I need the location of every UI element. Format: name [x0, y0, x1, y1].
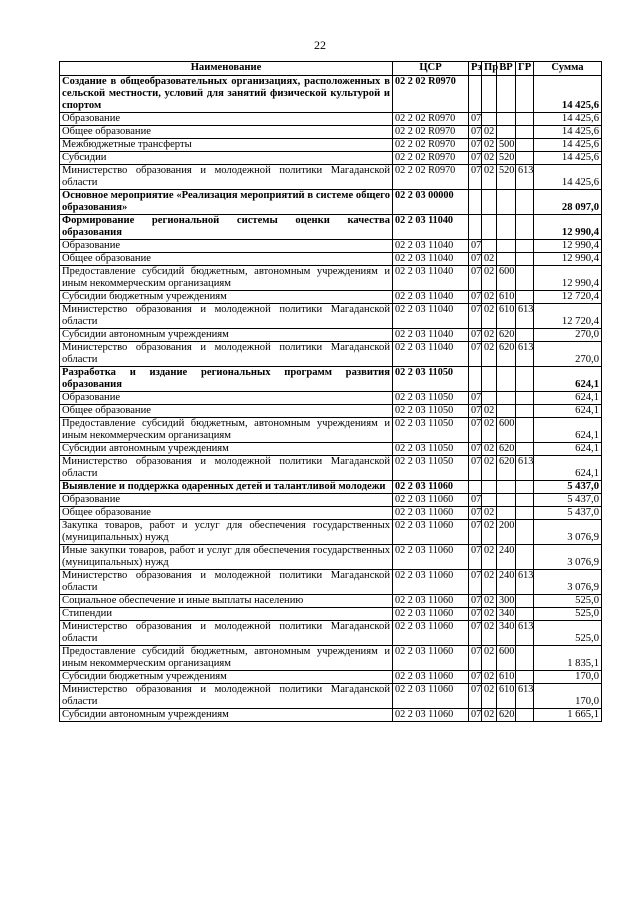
cell-sum: 12 720,4	[534, 304, 602, 329]
cell-pr: 02	[482, 405, 497, 418]
cell-rz: 07	[469, 291, 482, 304]
cell-pr: 02	[482, 152, 497, 165]
table-row	[60, 139, 602, 152]
cell-csr: 02 2 03 11060	[393, 709, 469, 722]
cell-vr: 520	[497, 152, 516, 165]
cell-vr: 610	[497, 304, 516, 329]
cell-pr	[482, 113, 497, 126]
cell-sum: 624,1	[534, 418, 602, 443]
cell-vr	[497, 367, 516, 392]
cell-sum: 525,0	[534, 608, 602, 621]
cell-pr: 02	[482, 342, 497, 367]
cell-vr	[497, 507, 516, 520]
cell-name: Министерство образования и молодежной политики Магаданской области	[60, 456, 393, 481]
cell-csr: 02 2 03 11040	[393, 215, 469, 240]
table-row	[60, 165, 602, 190]
cell-sum: 270,0	[534, 329, 602, 342]
cell-name: Выявление и поддержка одаренных детей и талантливой молодежи	[60, 481, 393, 494]
cell-name: Министерство образования и молодежной политики Магаданской области	[60, 621, 393, 646]
table-body	[60, 76, 602, 722]
table-row	[60, 671, 602, 684]
cell-pr: 02	[482, 684, 497, 709]
cell-sum: 3 076,9	[534, 520, 602, 545]
cell-rz: 07	[469, 545, 482, 570]
cell-sum: 3 076,9	[534, 545, 602, 570]
cell-csr: 02 2 03 11060	[393, 520, 469, 545]
table-row	[60, 253, 602, 266]
cell-sum: 624,1	[534, 367, 602, 392]
cell-name: Предоставление субсидий бюджетным, автономным учреждениям и иным некоммерческим организациям	[60, 646, 393, 671]
cell-csr: 02 2 02 R0970	[393, 113, 469, 126]
cell-rz: 07	[469, 671, 482, 684]
cell-gr: 613	[516, 570, 534, 595]
cell-sum: 28 097,0	[534, 190, 602, 215]
cell-vr: 600	[497, 266, 516, 291]
cell-pr: 02	[482, 671, 497, 684]
cell-gr	[516, 481, 534, 494]
cell-pr: 02	[482, 165, 497, 190]
cell-name: Субсидии автономным учреждениям	[60, 329, 393, 342]
cell-pr	[482, 481, 497, 494]
cell-rz: 07	[469, 595, 482, 608]
cell-name: Предоставление субсидий бюджетным, автономным учреждениям и иным некоммерческим организациям	[60, 266, 393, 291]
cell-gr	[516, 126, 534, 139]
cell-pr: 02	[482, 570, 497, 595]
cell-gr: 613	[516, 165, 534, 190]
cell-vr: 610	[497, 291, 516, 304]
table-row	[60, 418, 602, 443]
header-gr: ГР	[516, 62, 534, 76]
cell-name: Образование	[60, 240, 393, 253]
cell-csr: 02 2 03 11060	[393, 621, 469, 646]
cell-gr	[516, 595, 534, 608]
cell-csr: 02 2 03 00000	[393, 190, 469, 215]
table-row	[60, 392, 602, 405]
cell-sum: 1 835,1	[534, 646, 602, 671]
cell-gr: 613	[516, 304, 534, 329]
cell-csr: 02 2 03 11060	[393, 646, 469, 671]
table-row	[60, 545, 602, 570]
cell-vr: 620	[497, 443, 516, 456]
cell-gr	[516, 113, 534, 126]
cell-vr	[497, 253, 516, 266]
table-row	[60, 507, 602, 520]
cell-vr: 600	[497, 418, 516, 443]
cell-pr	[482, 494, 497, 507]
cell-gr	[516, 253, 534, 266]
cell-gr	[516, 329, 534, 342]
cell-rz: 07	[469, 113, 482, 126]
cell-csr: 02 2 03 11060	[393, 608, 469, 621]
cell-rz: 07	[469, 684, 482, 709]
table-row	[60, 342, 602, 367]
cell-sum: 14 425,6	[534, 165, 602, 190]
cell-vr: 600	[497, 646, 516, 671]
page-number: 22	[314, 38, 326, 52]
cell-sum: 12 990,4	[534, 240, 602, 253]
cell-sum: 14 425,6	[534, 76, 602, 113]
cell-name: Субсидии	[60, 152, 393, 165]
table-row	[60, 240, 602, 253]
cell-csr: 02 2 03 11050	[393, 392, 469, 405]
cell-gr	[516, 443, 534, 456]
cell-name: Министерство образования и молодежной политики Магаданской области	[60, 570, 393, 595]
cell-rz: 07	[469, 342, 482, 367]
cell-vr	[497, 405, 516, 418]
cell-rz: 07	[469, 494, 482, 507]
cell-csr: 02 2 02 R0970	[393, 126, 469, 139]
cell-pr	[482, 190, 497, 215]
table-row	[60, 684, 602, 709]
cell-rz: 07	[469, 418, 482, 443]
table-row	[60, 291, 602, 304]
cell-pr: 02	[482, 266, 497, 291]
cell-gr	[516, 190, 534, 215]
cell-csr: 02 2 03 11040	[393, 304, 469, 329]
table-row	[60, 266, 602, 291]
cell-csr: 02 2 03 11040	[393, 342, 469, 367]
cell-pr: 02	[482, 291, 497, 304]
cell-pr	[482, 367, 497, 392]
cell-sum: 525,0	[534, 595, 602, 608]
cell-pr: 02	[482, 608, 497, 621]
cell-csr: 02 2 03 11040	[393, 291, 469, 304]
cell-gr	[516, 545, 534, 570]
cell-name: Формирование региональной системы оценки качества образования	[60, 215, 393, 240]
cell-vr: 340	[497, 608, 516, 621]
cell-gr	[516, 608, 534, 621]
cell-sum: 170,0	[534, 684, 602, 709]
cell-gr	[516, 405, 534, 418]
table-row	[60, 646, 602, 671]
cell-vr	[497, 481, 516, 494]
cell-gr: 613	[516, 684, 534, 709]
cell-vr: 620	[497, 329, 516, 342]
cell-pr	[482, 392, 497, 405]
cell-name: Предоставление субсидий бюджетным, автономным учреждениям и иным некоммерческим организациям	[60, 418, 393, 443]
cell-gr	[516, 215, 534, 240]
cell-rz	[469, 190, 482, 215]
cell-sum: 1 665,1	[534, 709, 602, 722]
cell-pr: 02	[482, 418, 497, 443]
table-row	[60, 405, 602, 418]
cell-pr: 02	[482, 253, 497, 266]
cell-gr	[516, 494, 534, 507]
cell-pr: 02	[482, 621, 497, 646]
cell-vr: 300	[497, 595, 516, 608]
cell-sum: 12 720,4	[534, 291, 602, 304]
cell-name: Основное мероприятие «Реализация мероприятий в системе общего образования»	[60, 190, 393, 215]
cell-rz: 07	[469, 456, 482, 481]
cell-csr: 02 2 03 11050	[393, 405, 469, 418]
table-row	[60, 126, 602, 139]
cell-name: Стипендии	[60, 608, 393, 621]
table-row	[60, 456, 602, 481]
cell-csr: 02 2 03 11060	[393, 481, 469, 494]
cell-name: Иные закупки товаров, работ и услуг для обеспечения государственных (муниципальных) нужд	[60, 545, 393, 570]
table-row	[60, 570, 602, 595]
header-sum: Сумма	[534, 62, 602, 76]
cell-pr: 02	[482, 443, 497, 456]
cell-sum: 12 990,4	[534, 215, 602, 240]
cell-csr: 02 2 03 11060	[393, 570, 469, 595]
cell-pr: 02	[482, 304, 497, 329]
header-vr: ВР	[497, 62, 516, 76]
cell-csr: 02 2 03 11060	[393, 684, 469, 709]
cell-rz: 07	[469, 266, 482, 291]
cell-sum: 14 425,6	[534, 126, 602, 139]
cell-gr	[516, 139, 534, 152]
cell-csr: 02 2 03 11060	[393, 494, 469, 507]
cell-rz: 07	[469, 139, 482, 152]
cell-csr: 02 2 03 11050	[393, 456, 469, 481]
cell-vr: 500	[497, 139, 516, 152]
cell-name: Субсидии автономным учреждениям	[60, 443, 393, 456]
table-header-row	[60, 62, 602, 76]
cell-gr: 613	[516, 456, 534, 481]
cell-vr	[497, 113, 516, 126]
cell-vr	[497, 190, 516, 215]
table-row	[60, 608, 602, 621]
cell-gr	[516, 291, 534, 304]
cell-csr: 02 2 02 R0970	[393, 152, 469, 165]
cell-rz: 07	[469, 405, 482, 418]
cell-name: Министерство образования и молодежной политики Магаданской области	[60, 684, 393, 709]
cell-sum: 14 425,6	[534, 152, 602, 165]
cell-gr	[516, 266, 534, 291]
cell-vr: 340	[497, 621, 516, 646]
cell-pr: 02	[482, 126, 497, 139]
table-row	[60, 304, 602, 329]
cell-name: Социальное обеспечение и иные выплаты населению	[60, 595, 393, 608]
cell-pr: 02	[482, 139, 497, 152]
header-csr: ЦСР	[393, 62, 469, 76]
cell-csr: 02 2 03 11060	[393, 595, 469, 608]
cell-pr	[482, 76, 497, 113]
cell-name: Министерство образования и молодежной политики Магаданской области	[60, 304, 393, 329]
cell-rz: 07	[469, 709, 482, 722]
cell-rz: 07	[469, 570, 482, 595]
cell-sum: 624,1	[534, 456, 602, 481]
cell-rz	[469, 215, 482, 240]
cell-rz: 07	[469, 608, 482, 621]
cell-pr: 02	[482, 456, 497, 481]
cell-sum: 14 425,6	[534, 113, 602, 126]
cell-sum: 624,1	[534, 443, 602, 456]
cell-rz: 07	[469, 392, 482, 405]
cell-vr: 240	[497, 570, 516, 595]
cell-csr: 02 2 02 R0970	[393, 139, 469, 152]
cell-gr	[516, 671, 534, 684]
table-row	[60, 215, 602, 240]
cell-name: Образование	[60, 494, 393, 507]
cell-pr: 02	[482, 595, 497, 608]
cell-sum: 14 425,6	[534, 139, 602, 152]
cell-vr: 620	[497, 342, 516, 367]
table-row	[60, 481, 602, 494]
cell-gr	[516, 507, 534, 520]
cell-rz: 07	[469, 240, 482, 253]
cell-vr: 240	[497, 545, 516, 570]
cell-csr: 02 2 03 11060	[393, 671, 469, 684]
cell-csr: 02 2 03 11060	[393, 545, 469, 570]
cell-name: Министерство образования и молодежной политики Магаданской области	[60, 342, 393, 367]
cell-csr: 02 2 02 R0970	[393, 76, 469, 113]
table-row	[60, 709, 602, 722]
cell-csr: 02 2 03 11050	[393, 443, 469, 456]
cell-name: Образование	[60, 113, 393, 126]
table-row	[60, 520, 602, 545]
cell-name: Министерство образования и молодежной политики Магаданской области	[60, 165, 393, 190]
cell-gr	[516, 392, 534, 405]
cell-rz: 07	[469, 253, 482, 266]
cell-rz: 07	[469, 621, 482, 646]
cell-gr	[516, 240, 534, 253]
header-name: Наименование	[60, 62, 393, 76]
cell-gr	[516, 646, 534, 671]
cell-gr	[516, 367, 534, 392]
cell-pr	[482, 240, 497, 253]
cell-gr: 613	[516, 342, 534, 367]
cell-pr: 02	[482, 520, 497, 545]
cell-rz: 07	[469, 443, 482, 456]
cell-vr	[497, 392, 516, 405]
cell-rz: 07	[469, 520, 482, 545]
table-row	[60, 494, 602, 507]
budget-table	[59, 61, 602, 722]
table-row	[60, 76, 602, 113]
table-row	[60, 329, 602, 342]
cell-pr: 02	[482, 709, 497, 722]
cell-csr: 02 2 03 11060	[393, 507, 469, 520]
cell-vr: 200	[497, 520, 516, 545]
cell-pr: 02	[482, 646, 497, 671]
cell-name: Разработка и издание региональных программ развития образования	[60, 367, 393, 392]
cell-sum: 5 437,0	[534, 507, 602, 520]
cell-sum: 5 437,0	[534, 494, 602, 507]
cell-pr: 02	[482, 507, 497, 520]
cell-pr: 02	[482, 545, 497, 570]
table-row	[60, 367, 602, 392]
cell-sum: 270,0	[534, 342, 602, 367]
cell-vr	[497, 240, 516, 253]
cell-vr	[497, 215, 516, 240]
cell-vr: 610	[497, 684, 516, 709]
cell-name: Субсидии бюджетным учреждениям	[60, 291, 393, 304]
cell-vr: 620	[497, 456, 516, 481]
cell-sum: 525,0	[534, 621, 602, 646]
cell-name: Субсидии автономным учреждениям	[60, 709, 393, 722]
cell-gr	[516, 520, 534, 545]
cell-csr: 02 2 03 11040	[393, 329, 469, 342]
cell-rz: 07	[469, 152, 482, 165]
cell-rz	[469, 76, 482, 113]
cell-pr: 02	[482, 329, 497, 342]
cell-name: Закупка товаров, работ и услуг для обеспечения государственных (муниципальных) нужд	[60, 520, 393, 545]
cell-gr	[516, 418, 534, 443]
cell-rz: 07	[469, 165, 482, 190]
cell-sum: 624,1	[534, 405, 602, 418]
cell-csr: 02 2 03 11050	[393, 367, 469, 392]
cell-gr: 613	[516, 621, 534, 646]
cell-vr	[497, 76, 516, 113]
cell-rz: 07	[469, 126, 482, 139]
cell-sum: 12 990,4	[534, 266, 602, 291]
cell-vr: 520	[497, 165, 516, 190]
cell-name: Образование	[60, 392, 393, 405]
cell-gr	[516, 76, 534, 113]
cell-rz: 07	[469, 507, 482, 520]
table-row	[60, 595, 602, 608]
cell-pr	[482, 215, 497, 240]
cell-vr: 620	[497, 709, 516, 722]
cell-gr	[516, 709, 534, 722]
cell-csr: 02 2 03 11040	[393, 253, 469, 266]
cell-name: Общее образование	[60, 507, 393, 520]
table-row	[60, 113, 602, 126]
table-row	[60, 190, 602, 215]
cell-sum: 12 990,4	[534, 253, 602, 266]
table-row	[60, 443, 602, 456]
cell-csr: 02 2 03 11040	[393, 240, 469, 253]
cell-csr: 02 2 02 R0970	[393, 165, 469, 190]
cell-name: Создание в общеобразовательных организациях, расположенных в сельской местности, условий для занятий физической культурой и спортом	[60, 76, 393, 113]
cell-csr: 02 2 03 11050	[393, 418, 469, 443]
cell-rz: 07	[469, 646, 482, 671]
cell-name: Общее образование	[60, 126, 393, 139]
cell-rz: 07	[469, 304, 482, 329]
header-rz: Рз	[469, 62, 482, 76]
cell-vr	[497, 126, 516, 139]
cell-name: Общее образование	[60, 253, 393, 266]
table-row	[60, 152, 602, 165]
cell-sum: 3 076,9	[534, 570, 602, 595]
cell-name: Общее образование	[60, 405, 393, 418]
cell-name: Субсидии бюджетным учреждениям	[60, 671, 393, 684]
cell-name: Межбюджетные трансферты	[60, 139, 393, 152]
cell-vr: 610	[497, 671, 516, 684]
cell-rz	[469, 367, 482, 392]
cell-sum: 624,1	[534, 392, 602, 405]
header-pr: Пр	[482, 62, 497, 76]
cell-sum: 170,0	[534, 671, 602, 684]
cell-sum: 5 437,0	[534, 481, 602, 494]
cell-rz: 07	[469, 329, 482, 342]
cell-vr	[497, 494, 516, 507]
cell-csr: 02 2 03 11040	[393, 266, 469, 291]
table-row	[60, 621, 602, 646]
cell-gr	[516, 152, 534, 165]
cell-rz	[469, 481, 482, 494]
